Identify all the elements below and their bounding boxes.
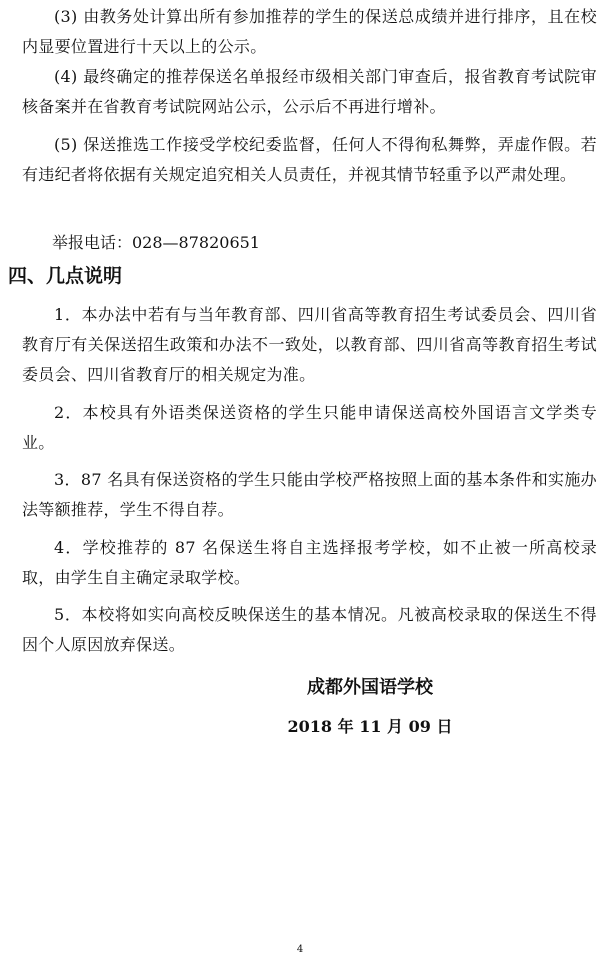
page-number: 4 [296, 944, 304, 955]
note-item-2: 2．本校具有外语类保送资格的学生只能申请保送高校外国语言文学类专业。 [22, 403, 597, 452]
note-item-1: 1．本办法中若有与当年教育部、四川省高等教育招生考试委员会、四川省教育厅有关保送招生政策和办法不一致处，以教育部、四川省高等教育招生考试委员会、四川省教育厅的相关规定为准。 [22, 305, 597, 384]
paragraph-item-3: (3) 由教务处计算出所有参加推荐的学生的保送总成绩并进行排序，且在校内显要位置进行十天以上的公示。 [22, 7, 597, 56]
paragraph-item-4: (4) 最终确定的推荐保送名单报经市级相关部门审查后，报省教育考试院审核备案并在省教育考试院网站公示，公示后不再进行增补。 [22, 67, 597, 116]
section-heading: 四、几点说明 [8, 265, 123, 287]
signature-school: 成都外国语学校 [307, 677, 433, 698]
note-item-5: 5．本校将如实向高校反映保送生的基本情况。凡被高校录取的保送生不得因个人原因放弃保送。 [22, 605, 597, 654]
report-phone: 举报电话：028—87820651 [52, 233, 260, 252]
note-item-4: 4．学校推荐的 87 名保送生将自主选择报考学校，如不止被一所高校录取，由学生自主确定录取学校。 [22, 538, 597, 587]
note-item-3: 3．87 名具有保送资格的学生只能由学校严格按照上面的基本条件和实施办法等额推荐，学生不得自荐。 [22, 470, 597, 519]
signature-date: 2018 年 11 月 09 日 [287, 717, 453, 736]
paragraph-item-5: (5) 保送推选工作接受学校纪委监督，任何人不得徇私舞弊，弄虚作假。若有违纪者将依据有关规定追究相关人员责任，并视其情节轻重予以严肃处理。 [22, 135, 597, 184]
